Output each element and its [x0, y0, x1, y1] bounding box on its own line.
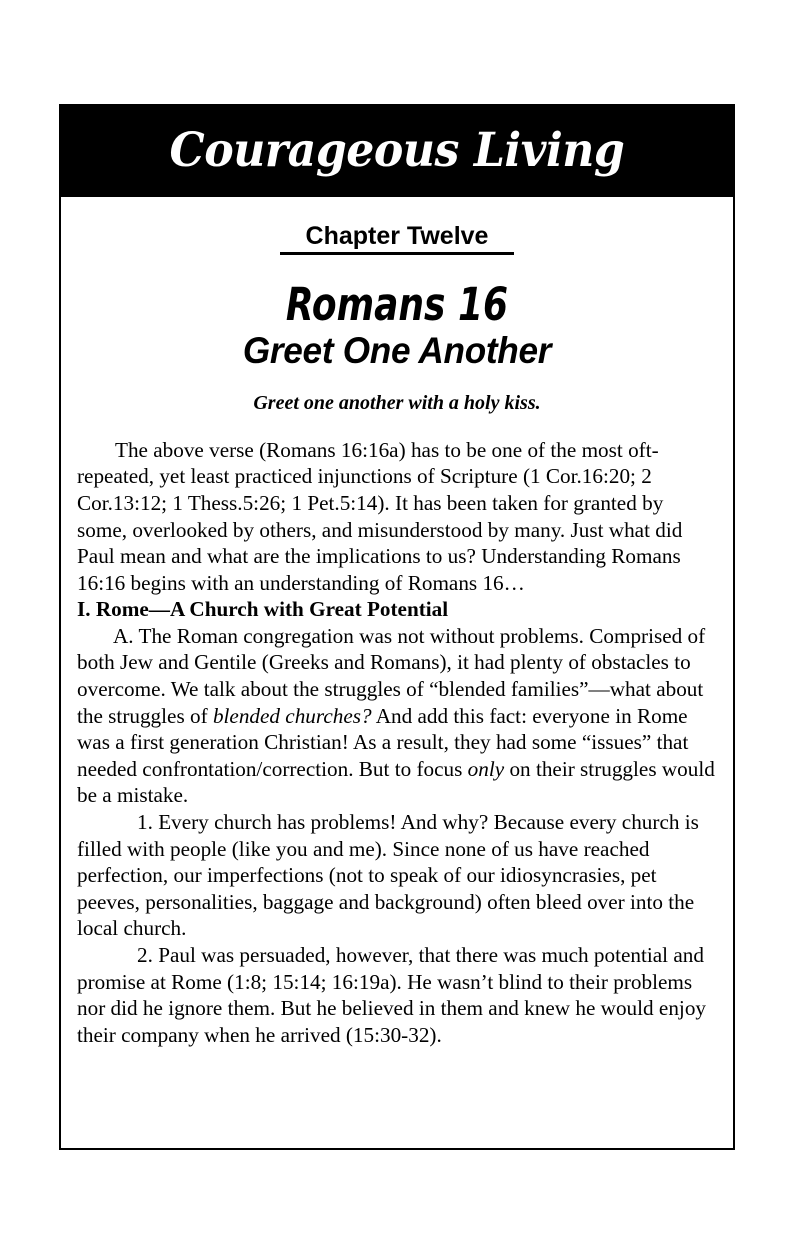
chapter-label: Chapter Twelve — [280, 224, 515, 255]
point-a-lead: A. The Roman congregation was not without problems. Comprised of both Jew and Gentile (Greeks and Romans), it had plenty of obstacles to overcome. We talk about the struggles of “blended families”—what about the struggles of — [77, 623, 706, 728]
page-body-frame — [59, 196, 735, 1150]
point-a-tail: on their struggles would be a mistake. — [77, 756, 715, 808]
chapter-heading-row — [77, 224, 717, 255]
body-text — [77, 437, 717, 1049]
point-a-italic-one: blended churches? — [212, 703, 372, 728]
chapter-sub-title: Greet One Another — [242, 329, 552, 371]
point-1-paragraph: 1. Every church has problems! And why? Because every church is filled with people (like you and me). Since none of us have reached perfection, our imperfections (not to speak of our idiosyncrasies, pet peeves, personalities, baggage and background) often bleed over into the local church. — [77, 810, 699, 941]
title-banner — [59, 104, 735, 196]
chapter-main-title: Romans 16 — [285, 278, 509, 331]
book-title: Courageous Living — [169, 122, 625, 178]
point-2-paragraph: 2. Paul was persuaded, however, that there was much potential and promise at Rome (1:8; 15:14; 16:19a). He wasn’t blind to their problems nor did he ignore them. But he believed in them and knew he would enjoy their company when he arrived (15:30-32). — [77, 943, 707, 1047]
intro-paragraph: The above verse (Romans 16:16a) has to be one of the most oft-repeated, yet least practiced injunctions of Scripture (1 Cor.16:20; 2 Cor.13:12; 1 Thess.5:26; 1 Pet.5:14). It has been taken for granted by some, overlooked by others, and misunderstood by many. Just what did Paul mean and what are the implications to us? Understanding Romans 16:16 begins with an understanding of Romans 16… — [77, 437, 683, 595]
point-a-middle: And add this fact: everyone in Rome was a first generation Christian! As a result, they had some “issues” that needed confrontation/correction. But to focus — [77, 703, 689, 781]
epigraph-verse: Greet one another with a holy kiss. — [253, 391, 541, 414]
page-content — [77, 197, 717, 1048]
section-heading: I. Rome—A Church with Great Potential — [77, 597, 449, 622]
point-a-paragraph — [77, 623, 717, 809]
document-page — [59, 104, 735, 1150]
point-a-italic-two: only — [467, 756, 505, 781]
